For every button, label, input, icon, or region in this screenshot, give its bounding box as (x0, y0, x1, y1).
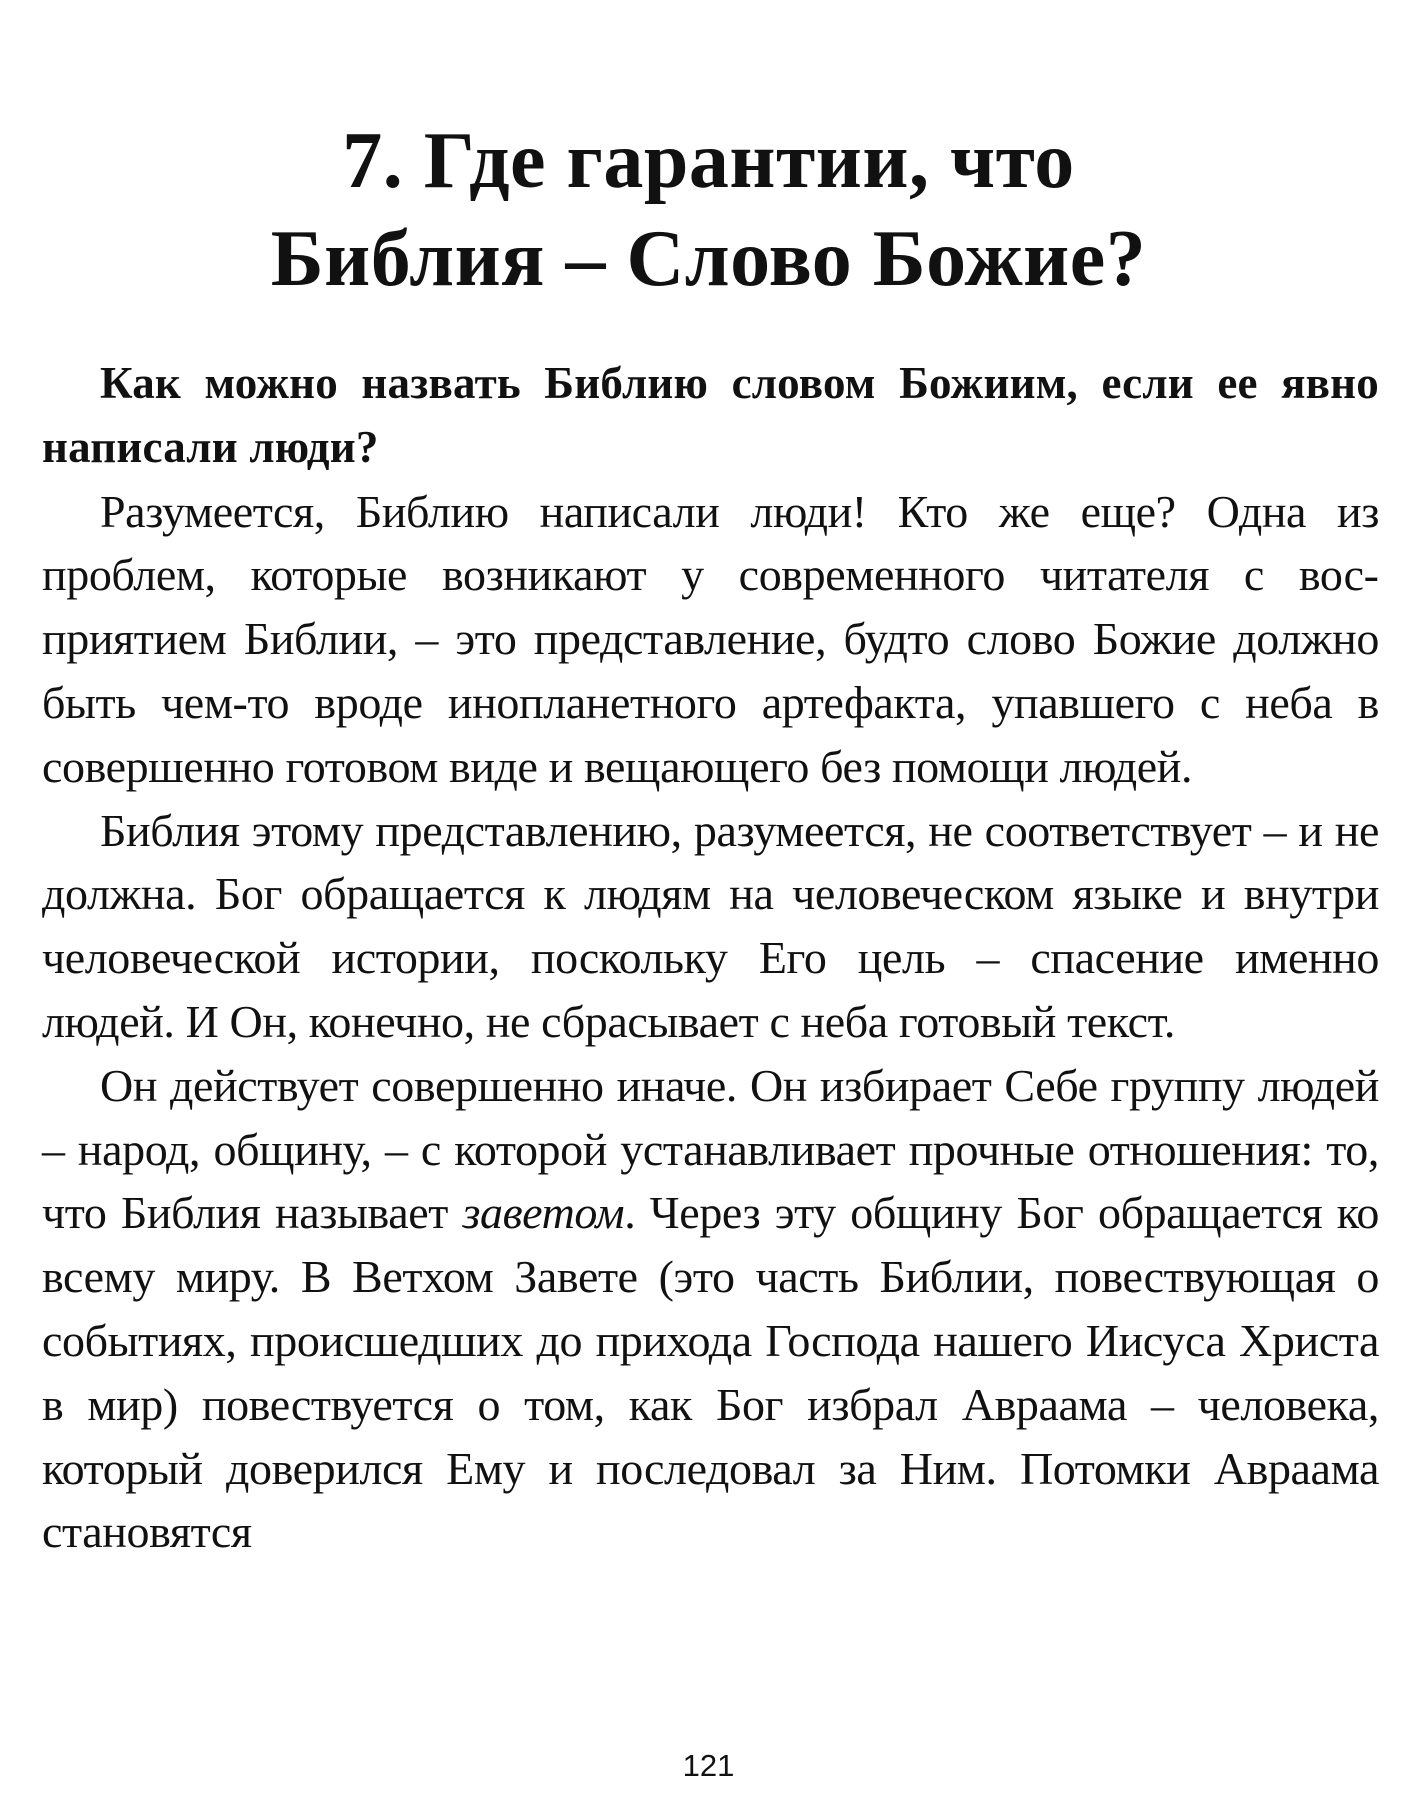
chapter-title (0, 112, 1417, 308)
body-text (42, 352, 1379, 1564)
chapter-title-line-1: 7. Где гарантии, что (342, 117, 1075, 205)
page-number: 121 (682, 1748, 735, 1783)
paragraph-2: Библия этому представлению, разумеется, не соответствует – и не должна. Бог обращается к людям на человеческом языке и внутри человеческой истории, поскольку Его цель – спасение именно людей. И Он, конечно, не сбрасывает с неба готовый текст. (42, 804, 1379, 1047)
paragraph-3 (42, 1054, 1379, 1564)
chapter-title-line-2: Библия – Слово Божие? (270, 215, 1147, 303)
paragraph-3-text-before: Он действует совершенно иначе. Он избирает Себе группу людей – народ, общину, – с которой устанавливает прочные отношения: то, что Библия называет (42, 1059, 1379, 1239)
paragraph-1: Разумеется, Библию написали люди! Кто же еще? Одна из проблем, которые возникают у современного читателя с восприятием Библии, – это представление, будто слово Божие должно быть чем-то вроде инопланетного артефакта, упавшего с неба в совершенно готовом виде и вещающего без помощи людей. (42, 485, 1379, 792)
paragraph-3-text-after: . Через эту общину Бог обращается ко всему миру. В Ветхом Завете (это часть Библии, повествующая о событиях, происшедших до прихода Господа нашего Иисуса Христа в мир) повествуется о том, как Бог избрал Авраама – человека, который доверился Ему и последовал за Ним. Потомки Авраама становятся (42, 1187, 1379, 1558)
emphasized-word: заветом (462, 1187, 625, 1239)
question-heading: Как можно назвать Библию словом Божиим, если ее явно написали люди? (42, 358, 1379, 472)
